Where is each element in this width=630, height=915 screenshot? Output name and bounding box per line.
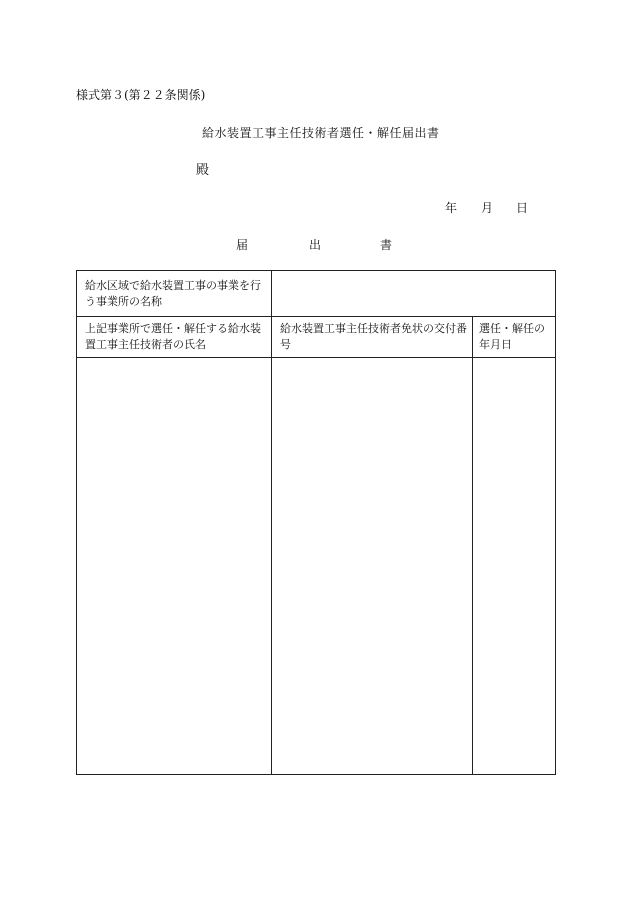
license-number-label: 給水装置工事主任技術者免状の交付番号 [280,322,467,351]
appointment-date-label: 選任・解任の年月日 [479,322,545,351]
table-divider-col-2 [472,317,473,774]
table-divider-row-2 [77,357,555,358]
date-year-label: 年 [445,201,458,215]
date-month-label: 月 [481,201,494,215]
table-divider-row-1 [77,316,555,317]
document-title: 給水装置工事主任技術者選任・解任届出書 [202,126,440,140]
table-divider-col-1 [271,271,272,774]
addressee-suffix: 殿 [196,163,210,178]
heading-part-1: 届 [236,238,249,252]
heading-part-3: 書 [380,238,393,252]
notification-table [76,270,556,775]
office-name-label: 給水区域で給水装置工事の事業を行う事業所の名称 [85,279,261,308]
heading-part-2: 出 [309,238,322,252]
date-day-label: 日 [516,201,529,215]
technician-name-label: 上記事業所で選任・解任する給水装置工事主任技術者の氏名 [85,322,261,351]
form-code: 様式第３(第２２条関係) [76,88,206,102]
